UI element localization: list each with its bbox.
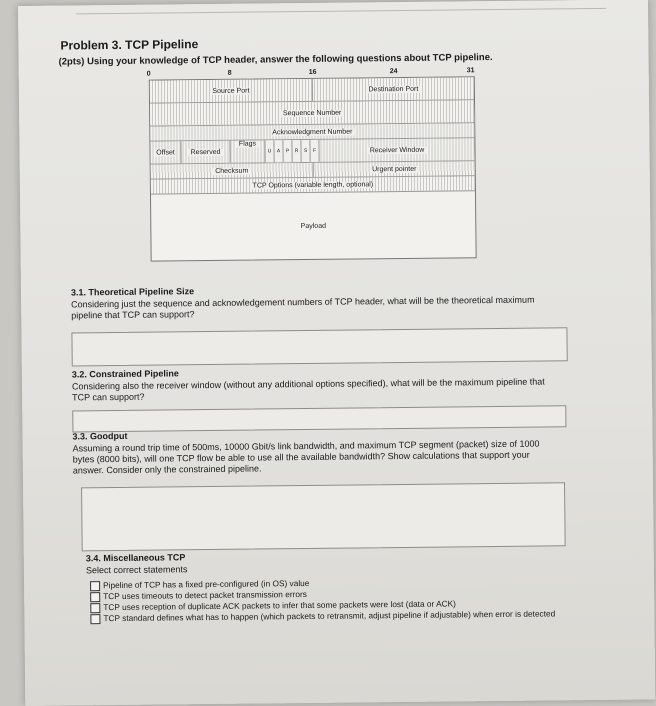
problem-title: Problem 3. TCP Pipeline [60,37,199,53]
flag-bit: A [273,140,282,162]
offset-label: Offset [156,148,175,157]
statement-text: Pipeline of TCP has a fixed pre-configured (in OS) value [103,577,310,591]
flag-bit: F [309,140,318,162]
statement-text: TCP uses timeouts to detect packet transmission errors [103,589,307,602]
flag-bit: P [282,140,291,162]
top-rule [76,8,606,15]
payload-area [151,191,476,260]
question-heading: 3.4. Miscellaneous TCP [85,552,186,564]
worksheet-page [18,0,655,706]
tcp-options-label: TCP Options (variable length, optional) [252,180,374,190]
sequence-number-label: Sequence Number [282,109,342,117]
flag-bits [264,140,318,163]
question-heading: 3.1. Theoretical Pipeline Size [70,286,195,298]
checksum-label: Checksum [215,167,249,175]
reserved-label: Reserved [190,148,221,156]
question-heading: 3.3. Goodput [72,430,128,442]
statement-checkbox[interactable] [90,614,100,624]
statement-checkbox[interactable] [90,592,100,602]
flag-bit: U [264,140,273,162]
tcp-header-diagram [149,76,477,261]
question-heading: 3.2. Constrained Pipeline [71,368,179,380]
bit-number: 0 [146,70,151,78]
question-text: Select correct statements [85,564,188,576]
source-port-label: Source Port [212,87,250,95]
destination-port-label: Destination Port [368,85,419,93]
urgent-pointer-label: Urgent pointer [372,165,417,173]
answer-box-3-3[interactable] [81,482,566,551]
statement-checkbox[interactable] [90,581,100,591]
header-row-sequence [150,100,474,126]
question-text: Assuming a round trip time of 500ms, 10000 Gbit/s link bandwidth, and maximum TCP segment (packet) size of 1000 bytes (8000 bits), will one TCP flow be able to use all the available bandwidth? Show calculations that support your answer. Consider only the constrained pipeline. [72,438,540,476]
bit-number: 24 [389,68,398,76]
header-row-ports [150,77,474,103]
bit-number: 31 [466,67,475,75]
flag-bit: R [291,140,300,162]
problem-intro: (2pts) Using your knowledge of TCP header, answer the following questions about TCP pipeline. [58,52,493,68]
flag-bit: S [300,140,309,162]
question-text: Considering just the sequence and acknowledgement numbers of TCP header, what will be the theoretical maximum pipeline that TCP can support? [71,294,535,321]
answer-box-3-2[interactable] [72,405,566,432]
receiver-window-label: Receiver Window [369,146,425,154]
bit-number: 8 [227,69,232,77]
statement-text: TCP standard defines what has to happen (which packets to retransmit, adjust pipeline if adjustable) when error is detected [103,608,556,624]
payload-label: Payload [300,222,326,230]
bit-number: 16 [308,68,317,76]
ack-number-label: Acknowledgment Number [272,128,353,136]
statement-checkbox[interactable] [90,603,100,613]
answer-box-3-1[interactable] [71,327,567,366]
question-text: Considering also the receiver window (without any additional options specified), what will be the maximum pipeline that TCP can support? [71,376,545,403]
statement-text: TCP uses reception of duplicate ACK packets to infer that some packets were lost (data or ACK) [103,598,456,613]
statement-list [90,575,573,624]
flags-label: Flags [238,140,257,148]
header-row-control [150,138,474,164]
